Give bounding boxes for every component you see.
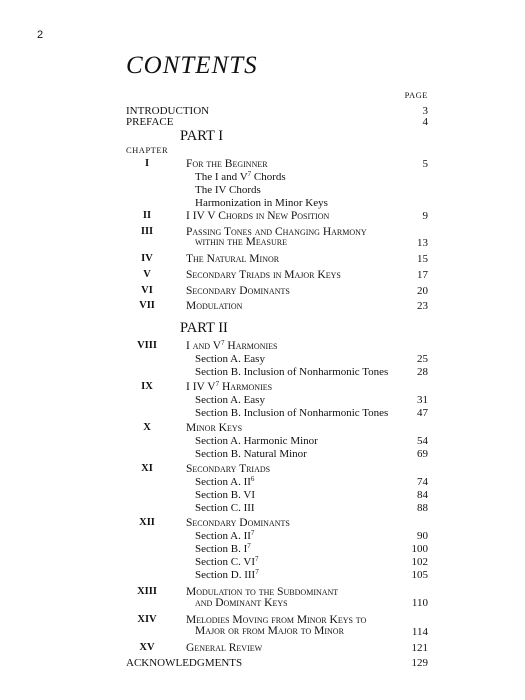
subsection-page: 90 [417,530,428,542]
subsection-page: 47 [417,407,428,419]
subsection-label: Section C. III [195,502,255,514]
entry-page: 4 [422,116,428,128]
page-number: 2 [37,29,44,41]
chapter-numeral: X [143,422,151,433]
chapter-numeral: XIV [137,614,157,625]
subsection-label: Section B. Inclusion of Nonharmonic Tones [195,407,389,419]
chapter-title: I IV $V^7$ Harmonies [186,380,273,393]
subsection-page: 102 [411,556,428,568]
subsection-label: Section B. VI [195,489,255,501]
chapter-numeral: XIII [137,586,157,597]
chapter-numeral: XI [141,463,153,474]
chapter-title-continued: Major or from Major to Minor [195,625,344,637]
subsection-label: Section B. Natural Minor [195,448,307,460]
chapter-page: 9 [422,210,428,222]
chapter-numeral: IV [141,253,153,264]
chapter-title-continued: and Dominant Keys [195,597,288,609]
chapter-title: Modulation to the Subdominant [186,586,339,598]
chapter-page: 110 [411,597,428,609]
part-heading-1: PART I [180,128,224,144]
subsection-page: 25 [417,353,428,365]
chapter-numeral: III [140,226,154,237]
subsection-label: Section D. III$^7$ [195,568,259,581]
page-title: CONTENTS [126,52,258,79]
chapter-page: 5 [422,158,428,170]
chapter-numeral: VII [139,300,155,311]
chapter-title: Secondary Triads [186,463,271,475]
chapter-title: Secondary Dominants [186,285,290,297]
chapter-title: Minor Keys [186,422,243,434]
chapter-title: I IV V Chords in New Position [186,210,330,222]
subsection-label: Section A. $II^6$ [195,475,255,488]
chapter-title: General Review [186,642,263,654]
chapter-title: I and $V^7$ Harmonies [186,339,278,352]
chapter-column-header: CHAPTER [126,145,169,155]
subsection-label: The IV Chords [195,184,261,196]
chapter-title: The Natural Minor [186,253,280,265]
part-heading-2: PART II [180,320,228,336]
chapter-title: Secondary Triads in Major Keys [186,269,341,281]
chapter-numeral: IX [141,381,153,392]
chapter-numeral: II [142,210,152,221]
chapter-page: 23 [417,300,428,312]
chapter-numeral: I [144,158,150,169]
chapter-title: For the Beginner [186,158,268,170]
chapter-numeral: VIII [137,340,157,351]
chapter-title: Melodies Moving from Minor Keys to [186,614,367,626]
chapter-numeral: XV [139,642,155,653]
subsection-page: 74 [417,476,428,488]
subsection-page: 100 [411,543,428,555]
chapter-page: 114 [411,626,428,638]
chapter-page: 20 [417,285,428,297]
subsection-page: 69 [417,448,428,460]
chapter-numeral: XII [139,517,155,528]
chapter-numeral: V [143,269,151,280]
subsection-label: Section A. Easy [195,394,265,406]
subsection-page: 54 [417,435,428,447]
subsection-label: The I and $V^7$ Chords [195,170,286,183]
chapter-title: Passing Tones and Changing Harmony [186,226,367,238]
subsection-label: Section C. $VI^7$ [195,555,259,568]
page-column-header: PAGE [404,90,428,100]
chapter-title: Modulation [186,300,243,312]
chapter-page: 15 [417,253,428,265]
entry-label: ACKNOWLEDGMENTS [126,657,243,669]
subsection-label: Section B. $I^7$ [195,542,251,555]
subsection-label: Section B. Inclusion of Nonharmonic Tones [195,366,389,378]
chapter-title-continued: within the Measure [195,236,287,248]
chapter-page: 13 [417,237,428,249]
subsection-label: Section A. Easy [195,353,265,365]
chapter-numeral: VI [141,285,153,296]
subsection-label: Section A. Harmonic Minor [195,435,318,447]
subsection-label: Harmonization in Minor Keys [195,197,328,209]
subsection-page: 88 [417,502,428,514]
subsection-page: 105 [411,569,428,581]
subsection-page: 28 [417,366,428,378]
subsection-page: 31 [417,394,428,406]
chapter-page: 121 [411,642,428,654]
chapter-title: Secondary Dominants [186,517,290,529]
entry-label: INTRODUCTION [126,105,210,117]
entry-label: PREFACE [126,116,174,128]
subsection-label: Section A. $II^7$ [195,529,255,542]
entry-page: 3 [422,105,428,117]
subsection-page: 84 [417,489,428,501]
chapter-page: 17 [417,269,428,281]
entry-page: 129 [411,657,428,669]
